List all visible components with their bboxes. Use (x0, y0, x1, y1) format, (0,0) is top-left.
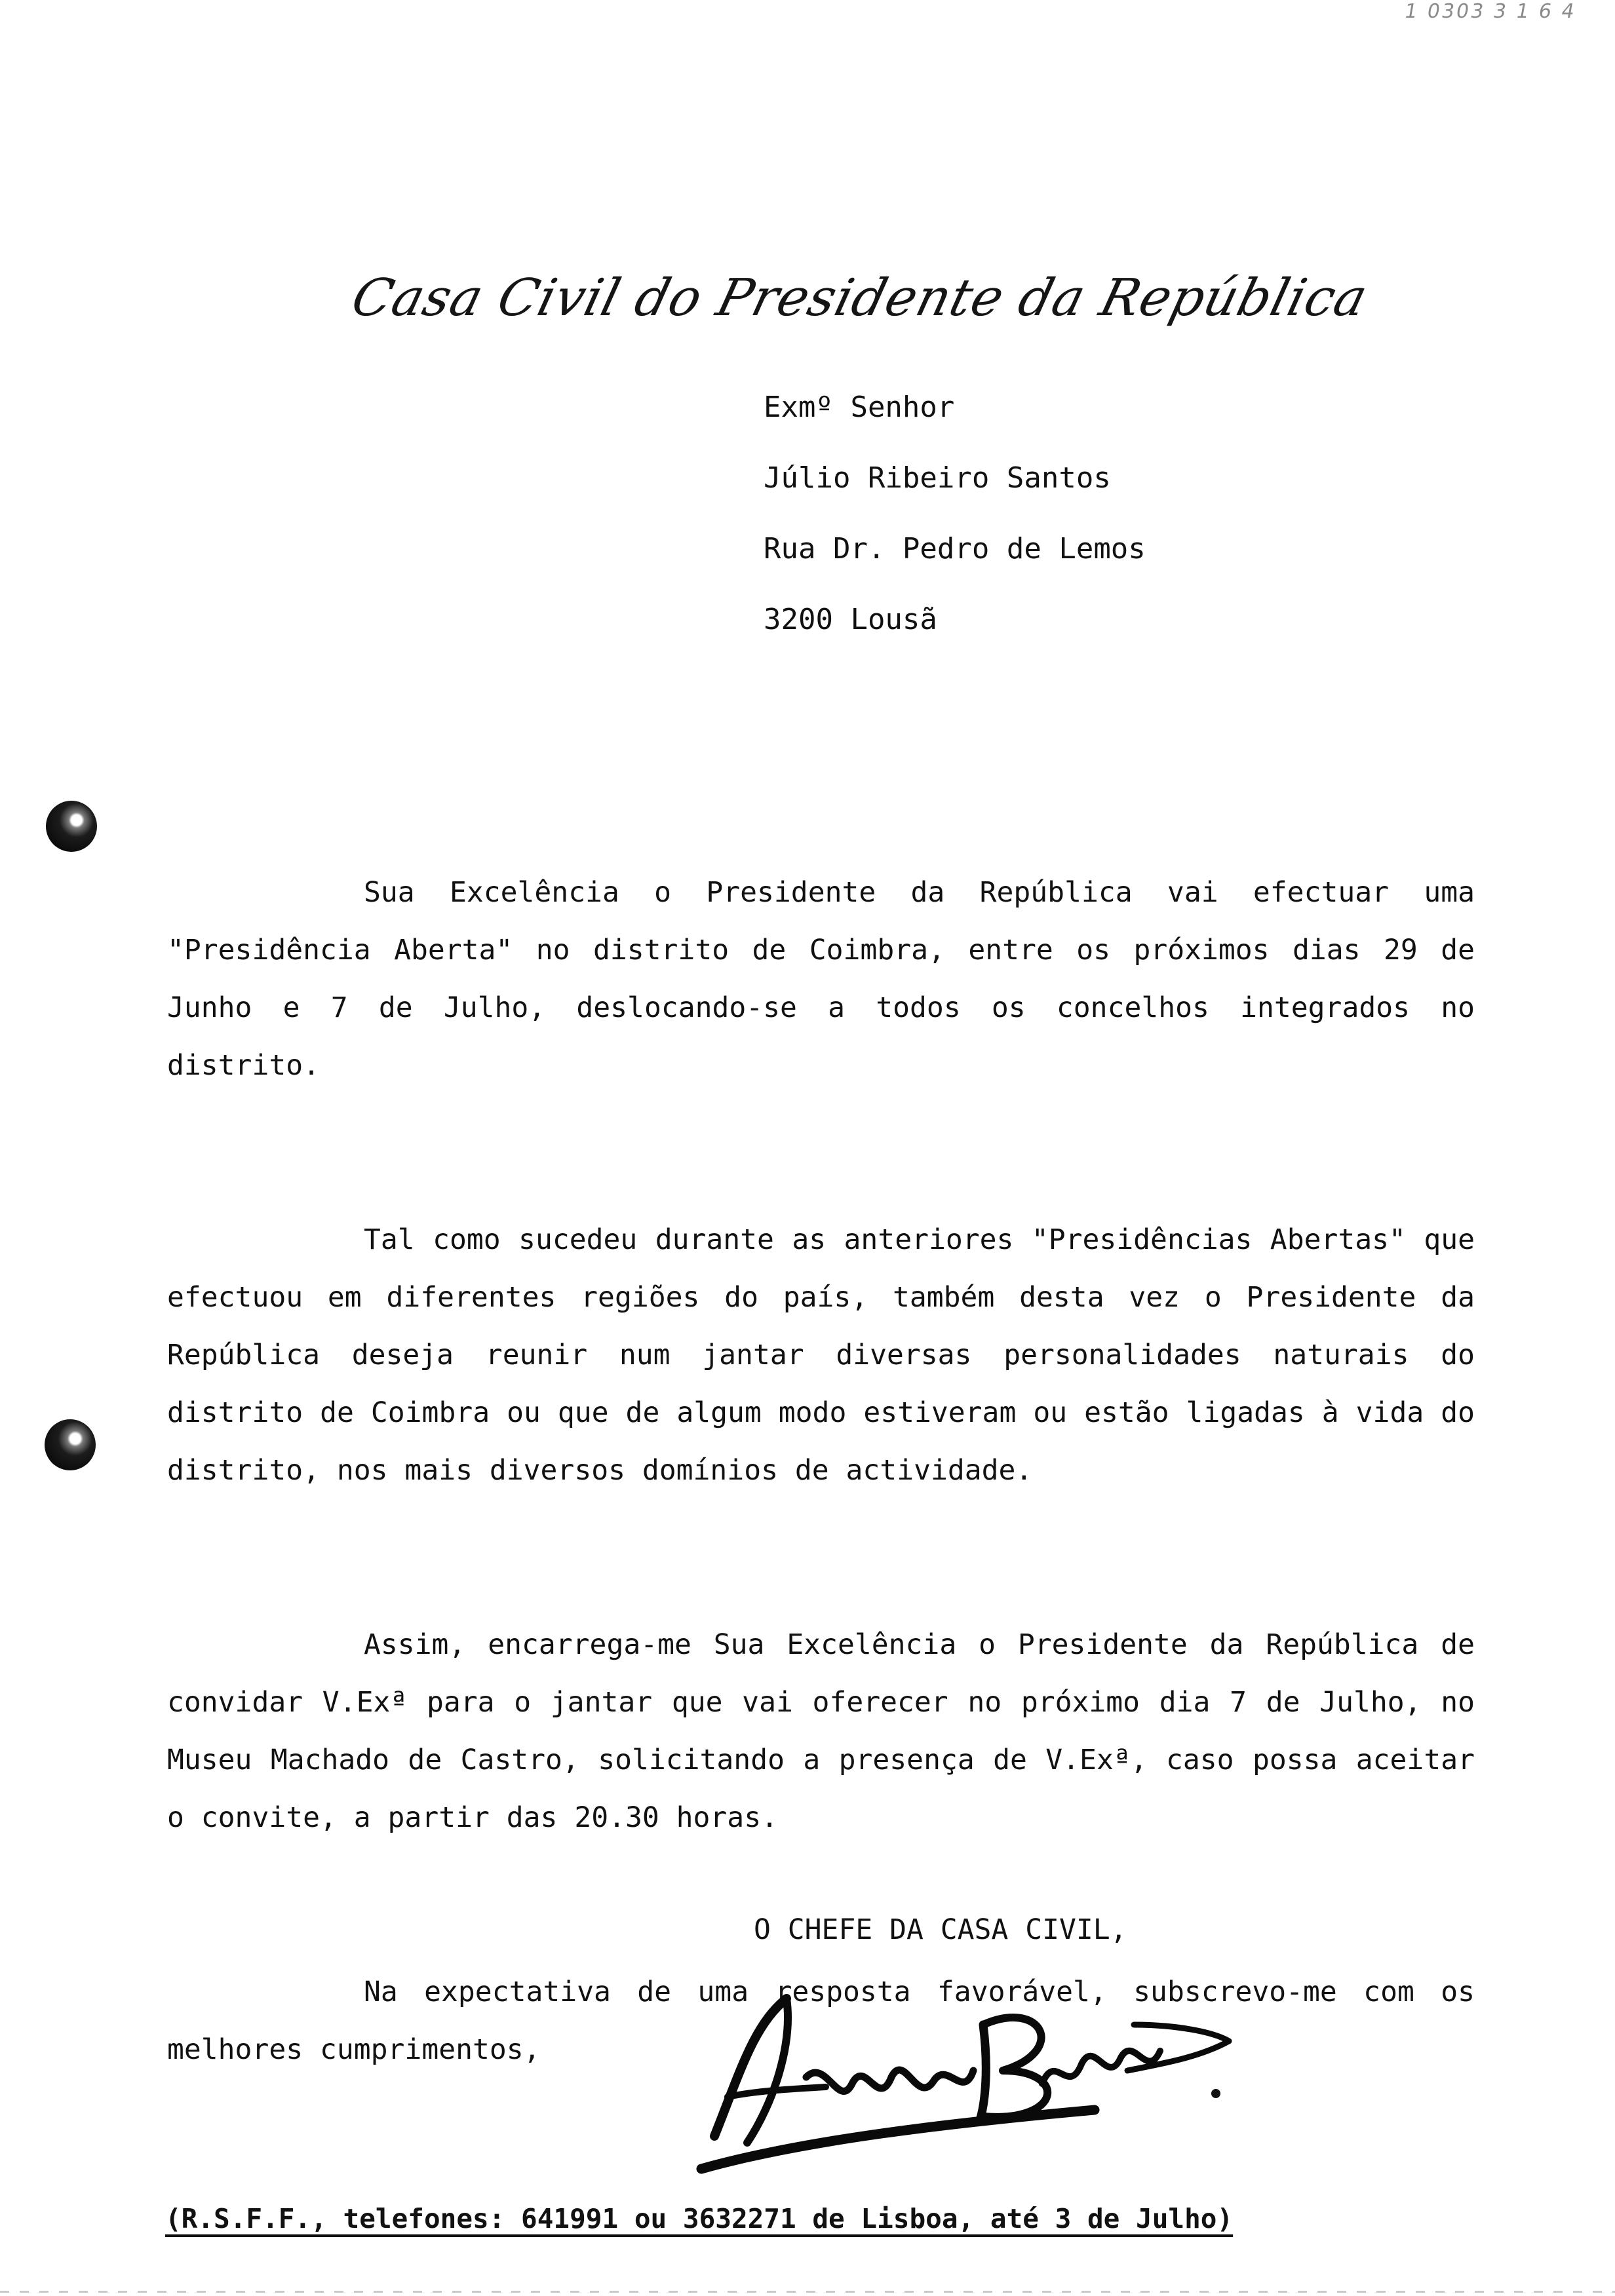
paragraph-1: Sua Excelência o Presidente da República vai efectuar uma "Presidência Aberta" no distrito de Coimbra, entre os próximos dias 29 de Junho e 7 de Julho, deslocando-se a todos os concelhos integrados no distrito. (167, 876, 1475, 1082)
recipient-address (764, 372, 1146, 655)
footer-note: (R.S.F.F., telefones: 641991 ou 3632271 de Lisboa, até 3 de Julho) (165, 2203, 1234, 2234)
letterhead-text: Casa Civil do Presidente da República (346, 269, 1374, 328)
punch-hole-top (46, 801, 97, 852)
recipient-city: 3200 Lousã (764, 603, 937, 636)
paragraph-2: Tal como sucedeu durante as anteriores "Presidências Abertas" que efectuou em diferentes regiões do país, também desta vez o Presidente da República deseja reunir num jantar diversas personalidades naturais do distrito de Coimbra ou que de algum modo estiveram ou estão ligadas à vida do distrito, nos mais diversos domínios de actividade. (167, 1223, 1475, 1487)
recipient-name: Júlio Ribeiro Santos (764, 461, 1111, 495)
letterhead (0, 269, 1615, 328)
paragraph-3: Assim, encarrega-me Sua Excelência o Presidente da República de convidar V.Exª para o jantar que vai oferecer no próximo dia 7 de Julho, no Museu Machado de Castro, solicitando a presença de V.Exª, caso possa aceitar o convite, a partir das 20.30 horas. (167, 1628, 1475, 1834)
signature-dot (1211, 2089, 1220, 2098)
paragraph-4: Na expectativa de uma resposta favorável, subscrevo-me com os melhores cumprimentos, (167, 1976, 1475, 2066)
punch-hole-bottom (45, 1419, 96, 1470)
scan-edge-noise (0, 2291, 1615, 2293)
closing-title: O CHEFE DA CASA CIVIL, (754, 1913, 1127, 1946)
recipient-salutation: Exmº Senhor (764, 391, 955, 424)
handwritten-signature (675, 1972, 1239, 2175)
archive-number: 1 0303 3 1 6 4 (1402, 0, 1578, 23)
recipient-street: Rua Dr. Pedro de Lemos (764, 532, 1146, 565)
